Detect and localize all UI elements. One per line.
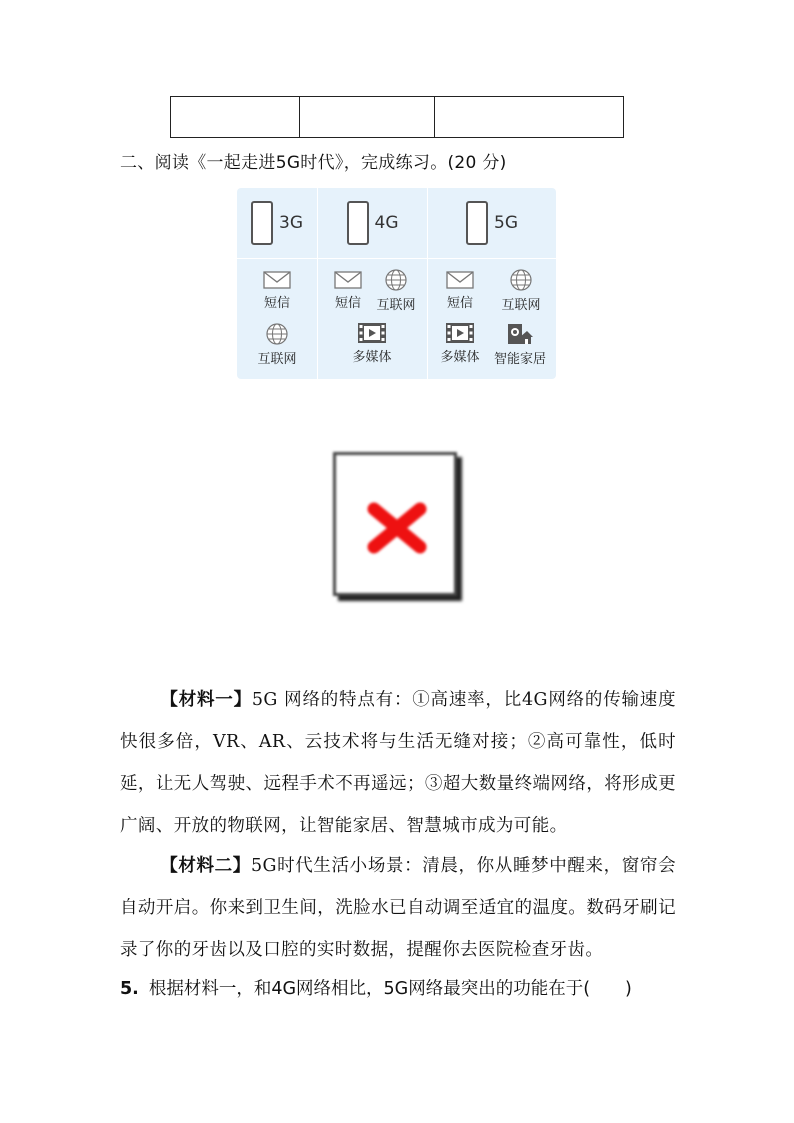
feature-internet: [368, 269, 424, 313]
feature-label: 短信: [446, 296, 473, 311]
film-icon: [446, 323, 474, 343]
broken-image-icon: [366, 497, 428, 559]
feature-label: 短信: [263, 296, 290, 311]
column-5g: [428, 188, 556, 379]
feature-label: 多媒体: [352, 350, 392, 365]
globe-icon: [510, 269, 532, 291]
envelope-icon: [334, 271, 362, 289]
generation-label: 4G: [374, 213, 399, 233]
broken-image-placeholder: [333, 452, 457, 596]
feature-multimedia: [344, 323, 400, 365]
generation-comparison-figure: [237, 188, 556, 379]
material-two-text: 5G时代生活小场景：清晨，你从睡梦中醒来，窗帘会自动开启。你来到卫生间，洗脸水已自动调至适宜的温度。数码牙刷记录了你的牙齿以及口腔的实时数据，提醒你去医院检查牙齿。: [120, 856, 676, 960]
feature-internet: [249, 323, 305, 367]
section-title: 二、阅读《一起走进5G时代》，完成练习。(20 分): [120, 153, 507, 173]
phone-icon: [347, 201, 369, 245]
column-3g: [237, 188, 317, 379]
phone-icon: [466, 201, 488, 245]
material-one-text: 5G 网络的特点有：①高速率，比4G网络的传输速度快很多倍，VR、AR、云技术将与生活无缝对接；②高可靠性，低时延，让无人驾驶、远程手术不再遥远；③超大数量终端网络，将形成更广阔、开放的物联网，让智能家居、智慧城市成为可能。: [120, 690, 677, 836]
table-cell: [300, 97, 435, 137]
feature-label: 短信: [334, 296, 361, 311]
film-icon: [358, 323, 386, 343]
feature-multimedia: [432, 323, 488, 365]
phone-icon: [251, 201, 273, 245]
column-4g: [318, 188, 427, 379]
table-cell: [435, 97, 623, 137]
feature-smart-home: [488, 323, 552, 367]
envelope-icon: [263, 271, 291, 289]
globe-icon: [266, 323, 288, 345]
material-one-paragraph: [120, 679, 676, 847]
question-5: [120, 975, 632, 1000]
feature-label: 互联网: [257, 352, 297, 367]
material-two-label: 【材料二】: [160, 856, 251, 876]
question-number: 5.: [120, 979, 139, 999]
feature-internet: [493, 269, 549, 313]
globe-icon: [385, 269, 407, 291]
generation-label: 5G: [494, 213, 518, 233]
feature-label: 智能家居: [493, 352, 546, 367]
table-cell: [171, 97, 300, 137]
material-one-label: 【材料一】: [160, 690, 252, 710]
feature-label: 互联网: [501, 298, 541, 313]
generation-label: 3G: [279, 213, 303, 233]
envelope-icon: [446, 271, 474, 289]
answer-table: [170, 96, 624, 138]
feature-label: 互联网: [376, 298, 416, 313]
feature-label: 多媒体: [440, 350, 480, 365]
feature-sms: [249, 271, 305, 311]
feature-sms: [432, 271, 488, 311]
material-two-paragraph: [120, 845, 676, 971]
smart-home-icon: [507, 323, 533, 345]
question-text: 根据材料一，和4G网络相比，5G网络最突出的功能在于( ): [148, 979, 632, 999]
